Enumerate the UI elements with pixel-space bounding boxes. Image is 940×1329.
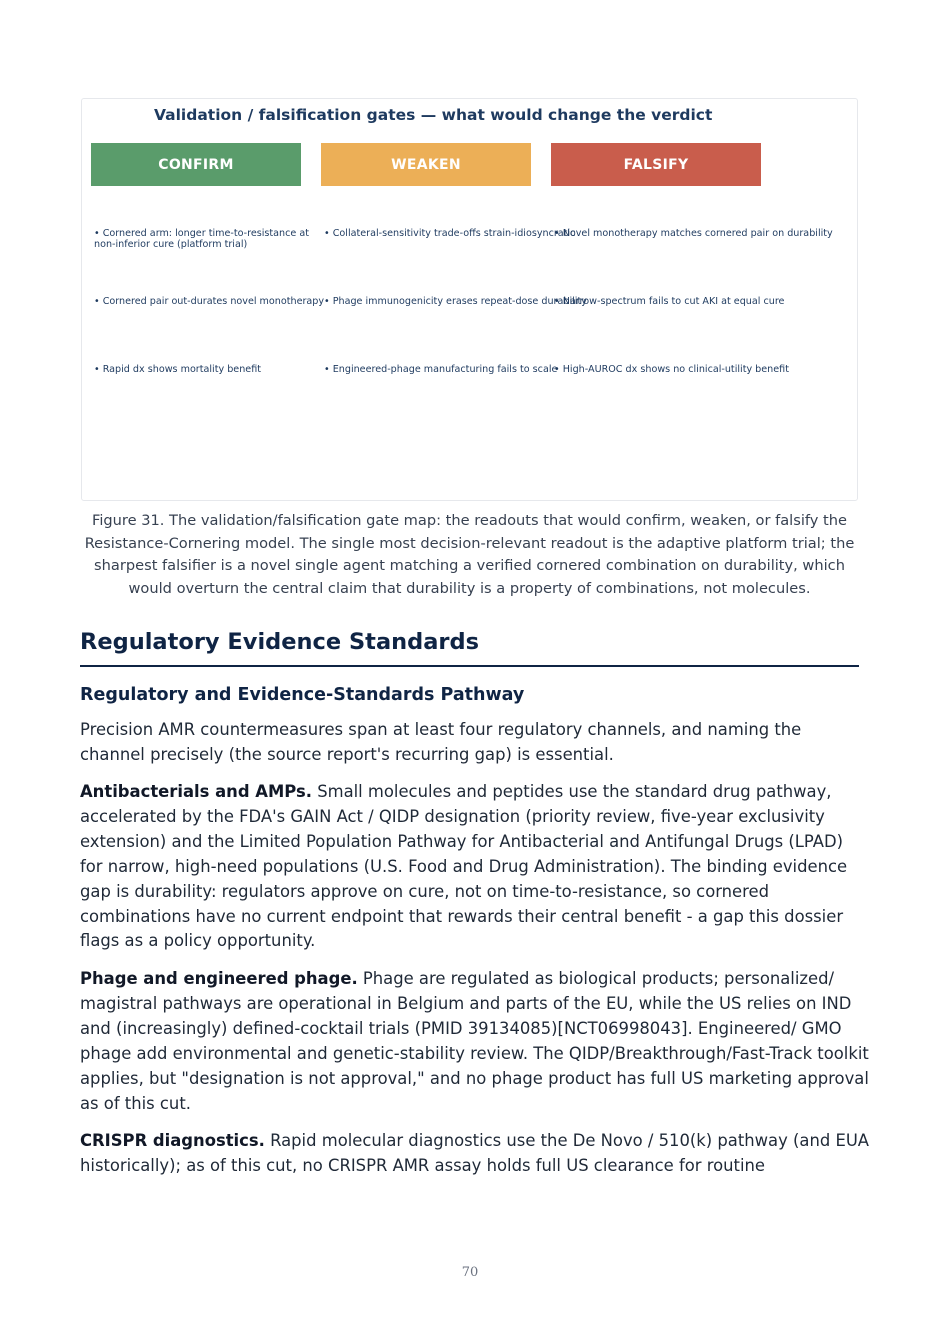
paragraph-body: Rapid molecular diagnostics use the De Novo / 510(k) pathway (and EUA historically); as of this cut, no CRISPR AMR assay holds full US clearance for routine (80, 1131, 870, 1175)
confirm-gate-1: • Cornered arm: longer time-to-resistance at non-inferior cure (platform trial) (94, 228, 309, 250)
weaken-gate-1: • Collateral-sensitivity trade-offs strain-idiosyncratic (324, 228, 576, 239)
falsify-gate-1: • Novel monotherapy matches cornered pair on durability (554, 228, 833, 239)
gate-map-figure (81, 98, 858, 501)
heading-rule (80, 665, 859, 667)
section-heading: Regulatory Evidence Standards (80, 629, 480, 655)
paragraph-lead: Antibacterials and AMPs. (80, 782, 312, 801)
antibacterials-paragraph (80, 780, 870, 954)
paragraph-lead: Phage and engineered phage. (80, 969, 358, 988)
confirm-gate-2: • Cornered pair out-durates novel monotherapy (94, 296, 325, 307)
weaken-column-header: WEAKEN (321, 143, 531, 186)
paragraph-body: Small molecules and peptides use the standard drug pathway, accelerated by the FDA's GAIN Act / QIDP designation (priority review, five-year exclusivity extension) and the Limited Population Pathway for Antibacterial and Antifungal Drugs (LPAD) for narrow, high-need populations (U.S. Food and Drug Administration). The binding evidence gap is durability: regulators approve on cure, not on time-to-resistance, so cornered combinations have no current endpoint that rewards their central benefit - a gap this dossier flags as a policy opportunity. (80, 782, 848, 951)
weaken-gate-3: • Engineered-phage manufacturing fails to scale (324, 364, 558, 375)
subsection-heading: Regulatory and Evidence-Standards Pathway (80, 685, 525, 705)
crispr-paragraph (80, 1129, 870, 1179)
confirm-gate-3: • Rapid dx shows mortality benefit (94, 364, 261, 375)
phage-paragraph (80, 967, 870, 1116)
figure-title: Validation / falsification gates — what would change the verdict (154, 106, 713, 124)
falsify-gate-3: • High-AUROC dx shows no clinical-utility benefit (554, 364, 789, 375)
paragraph-lead: CRISPR diagnostics. (80, 1131, 265, 1150)
falsify-column-header: FALSIFY (551, 143, 761, 186)
falsify-gate-2: • Narrow-spectrum fails to cut AKI at equal cure (554, 296, 785, 307)
intro-paragraph: Precision AMR countermeasures span at least four regulatory channels, and naming the channel precisely (the source report's recurring gap) is essential. (80, 720, 802, 764)
page-number: 70 (461, 1265, 479, 1280)
confirm-column-header: CONFIRM (91, 143, 301, 186)
paragraph-body: Phage are regulated as biological products; personalized/ magistral pathways are operational in Belgium and parts of the EU, while the US relies on IND and (increasingly) defined-cocktail trials (PMID 39134085)[NCT06998043]. Engineered/ GMO phage add environmental and genetic-stability review. The QIDP/Breakthrough/Fast-Track toolkit applies, but "designation is not approval," and no phage product has full US marketing approval as of this cut. (80, 969, 869, 1113)
figure-caption: Figure 31. The validation/falsification gate map: the readouts that would confirm, weaken, or falsify the Resistance-Cornering model. The single most decision-relevant readout is the adaptive platform trial; the sharpest falsifier is a novel single agent matching a verified cornered combination on durability, which would overturn the central claim that durability is a property of combinations, not molecules. (84, 512, 855, 597)
weaken-gate-2: • Phage immunogenicity erases repeat-dose durability (324, 296, 587, 307)
